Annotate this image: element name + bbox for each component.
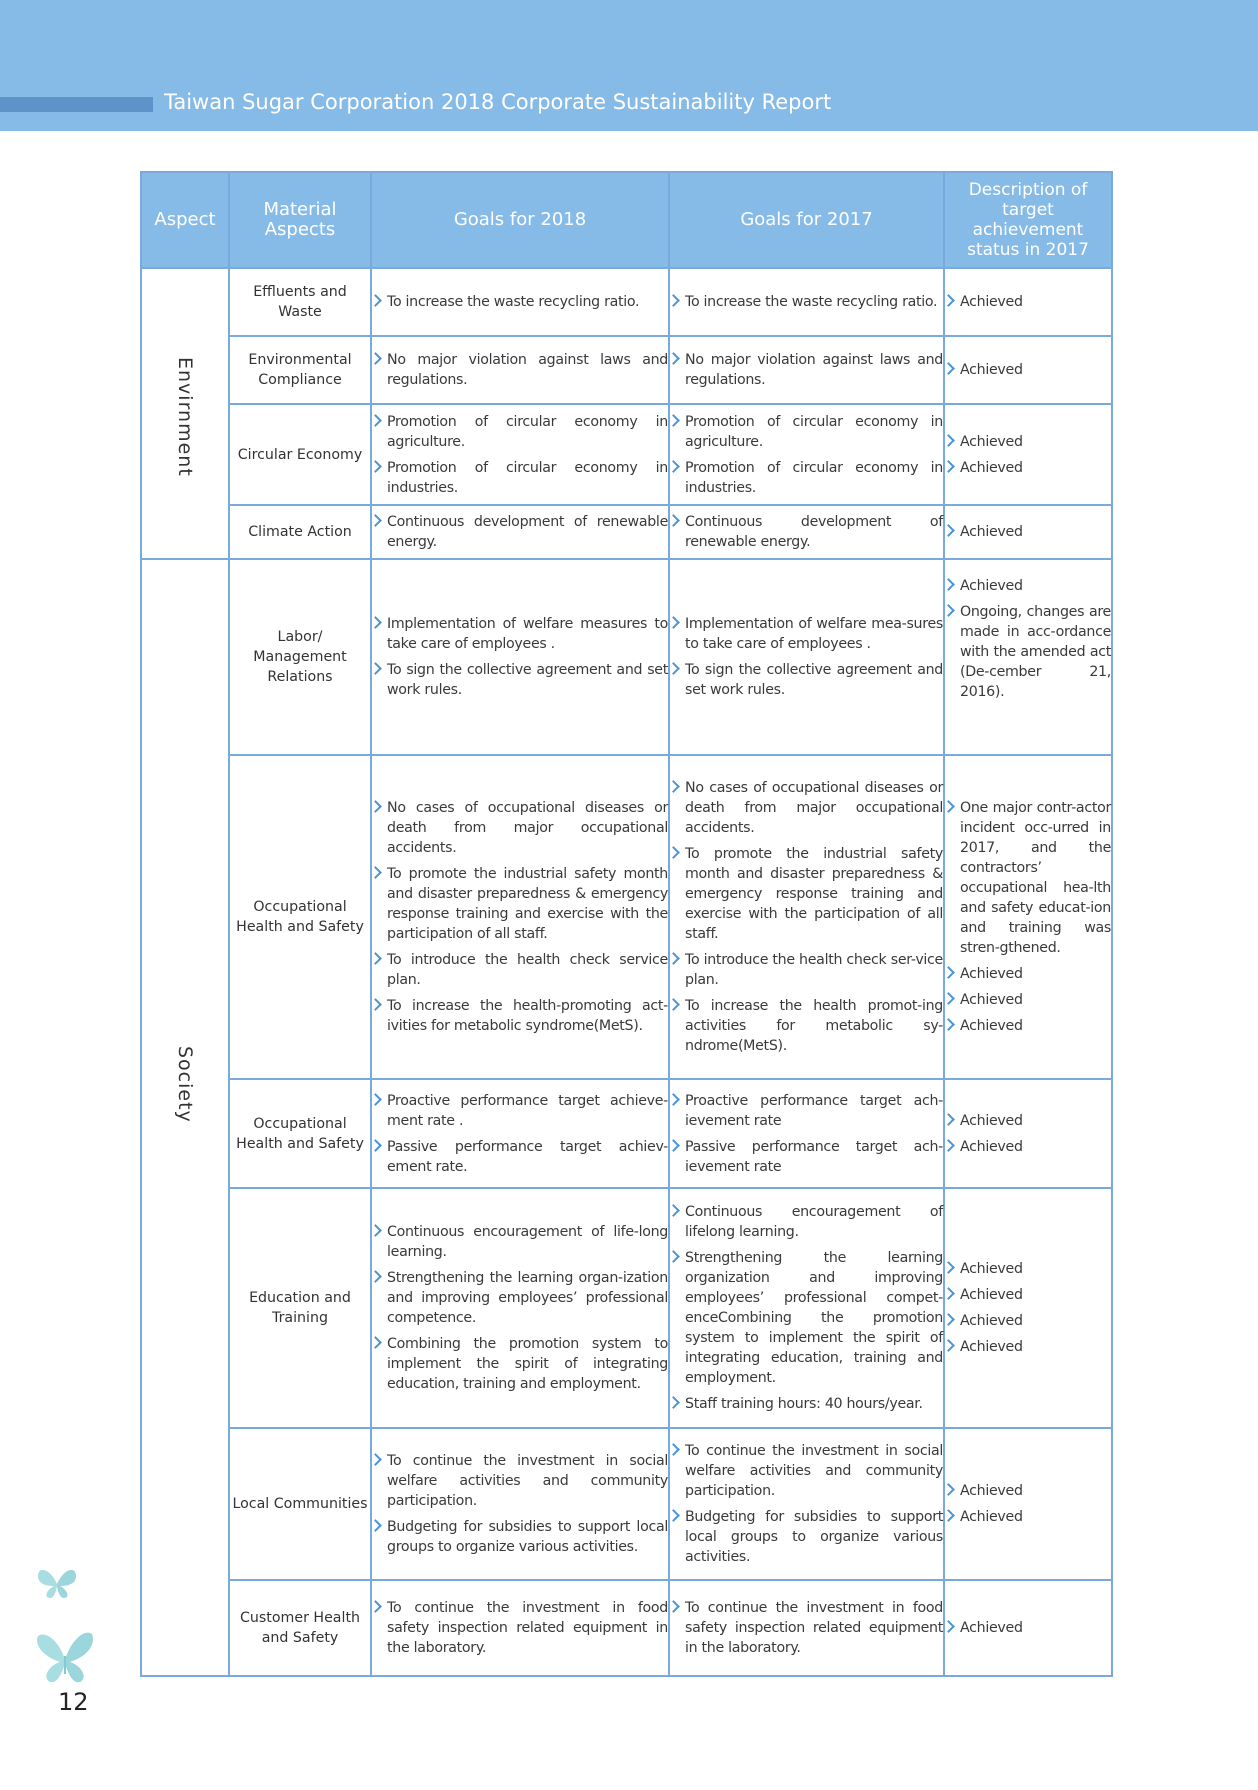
item-text: No cases of occupational diseases or death from major occupational accidents. [685,780,943,836]
chevron-right-icon [369,952,382,965]
material-aspect-cell: Customer Health and Safety [229,1580,371,1676]
item-text: Achieved [960,1620,1023,1636]
goal-2018-item [372,1268,668,1328]
item-text: Achieved [960,1018,1023,1034]
goal-2017-item [670,1441,943,1501]
butterfly-icon [36,1564,78,1600]
table-row [141,1428,1112,1580]
status-cell [944,404,1112,505]
status-item [945,1337,1111,1357]
item-text: Promotion of circular economy in industries. [387,459,668,496]
material-aspect-cell: Circular Economy [229,404,371,505]
goal-2017-cell [669,755,944,1079]
chevron-right-icon [667,1509,680,1522]
item-text: Strengthening the learning organ-ization and improving employees’ professional competence. [387,1270,668,1326]
chevron-right-icon [369,460,382,473]
status-item [945,602,1111,702]
goal-2018-cell [371,336,669,404]
item-text: Budgeting for subsidies to support local groups to organize various activities. [387,1519,668,1555]
goal-2017-item [670,350,943,390]
item-text: To increase the waste recycling ratio. [387,294,640,310]
item-text: Achieved [960,459,1023,476]
chevron-right-icon [942,362,955,375]
item-text: Ongoing, changes are made in acc-ordance with the amended act (De-cember 21, 2016). [960,604,1111,700]
goal-2018-item [372,458,668,498]
item-text: To increase the health promot-ing activities for metabolic sy-ndrome(MetS). [685,998,943,1054]
goal-2018-item [372,1091,668,1131]
page-number: 12 [58,1688,89,1716]
item-text: Continuous encouragement of life-long learning. [387,1224,668,1260]
goal-2018-cell [371,268,669,336]
goal-2018-cell [371,1188,669,1428]
item-text: To sign the collective agreement and set work rules. [387,662,668,698]
header-accent-bar [0,97,153,112]
status-item [945,1137,1111,1157]
item-text: Proactive performance target ach-ievement rate [685,1092,943,1129]
chevron-right-icon [667,1443,680,1456]
item-text: Achieved [960,992,1023,1008]
chevron-right-icon [369,1270,382,1283]
goal-2017-item [670,950,943,990]
item-text: Achieved [960,294,1023,310]
chevron-right-icon [942,992,955,1005]
status-item [945,292,1111,312]
status-item [945,1259,1111,1279]
col-header-status: Description of target achievement status in 2017 [944,172,1112,268]
chevron-right-icon [667,1093,680,1106]
item-text: Achieved [960,433,1023,450]
goal-2017-item [670,292,943,312]
chevron-right-icon [369,1453,382,1466]
chevron-right-icon [942,1313,955,1326]
chevron-right-icon [369,800,382,813]
status-cell [944,268,1112,336]
item-text: Implementation of welfare mea-sures to take care of employees . [685,616,943,652]
goal-2018-item [372,996,668,1036]
goal-2018-item [372,1517,668,1557]
status-cell [944,1580,1112,1676]
goal-2018-item [372,864,668,944]
goal-2018-cell [371,1580,669,1676]
goal-2017-item [670,778,943,838]
goal-2018-cell [371,404,669,505]
goal-2018-item [372,660,668,700]
goal-2018-item [372,950,668,990]
chevron-right-icon [667,460,680,473]
chevron-right-icon [942,1261,955,1274]
status-item [945,1311,1111,1331]
material-aspect-cell: Education and Training [229,1188,371,1428]
chevron-right-icon [369,662,382,675]
status-item [945,1481,1111,1501]
goal-2017-cell [669,1580,944,1676]
item-text: Promotion of circular economy in agriculture. [685,413,943,450]
chevron-right-icon [369,1224,382,1237]
goal-2018-cell [371,505,669,559]
goal-2017-item [670,1248,943,1388]
item-text: Achieved [960,1313,1023,1329]
aspect-label: Envirnment [174,357,196,477]
table-row [141,336,1112,404]
item-text: Strengthening the learning organization and improving employees’ professional compet-enceCombining the promotion system to implement the spirit of integrating education, training and employment. [685,1250,943,1386]
status-item [945,522,1111,542]
status-cell [944,1079,1112,1188]
material-aspect-cell: Labor/ Management Relations [229,559,371,755]
chevron-right-icon [942,800,955,813]
status-item [945,964,1111,984]
chevron-right-icon [667,414,680,427]
goal-2017-item [670,512,943,552]
goal-2017-item [670,1598,943,1658]
material-aspect-cell: Environmental Compliance [229,336,371,404]
chevron-right-icon [942,604,955,617]
status-cell [944,1428,1112,1580]
chevron-right-icon [942,1018,955,1031]
item-text: To continue the investment in social welfare activities and community participation. [685,1443,943,1499]
goal-2018-item [372,614,668,654]
goal-2018-item [372,1334,668,1394]
chevron-right-icon [942,578,955,591]
item-text: Achieved [960,578,1023,594]
status-cell [944,755,1112,1079]
material-aspect-cell: Occupational Health and Safety [229,1079,371,1188]
material-aspect-cell: Climate Action [229,505,371,559]
chevron-right-icon [369,1093,382,1106]
item-text: To sign the collective agreement and set work rules. [685,662,943,698]
item-text: To increase the waste recycling ratio. [685,294,938,310]
item-text: To continue the investment in food safety inspection related equipment in the laboratory. [387,1600,668,1656]
chevron-right-icon [667,1600,680,1613]
chevron-right-icon [369,414,382,427]
chevron-right-icon [667,352,680,365]
table-row [141,755,1112,1079]
chevron-right-icon [942,1620,955,1633]
status-cell [944,505,1112,559]
item-text: No major violation against laws and regulations. [387,352,668,388]
goal-2018-cell [371,755,669,1079]
table-row [141,1580,1112,1676]
sustainability-goals-table [140,171,1113,1677]
butterfly-icon [34,1626,96,1686]
goal-2017-item [670,1507,943,1567]
chevron-right-icon [667,952,680,965]
chevron-right-icon [369,1600,382,1613]
item-text: Achieved [960,524,1023,540]
chevron-right-icon [667,294,680,307]
item-text: To promote the industrial safety month and disaster preparedness & emergency response training and exercise with the participation of all staff. [685,846,943,942]
status-item [945,576,1111,596]
chevron-right-icon [942,434,955,447]
goal-2018-cell [371,1079,669,1188]
chevron-right-icon [667,1396,680,1409]
status-cell [944,1188,1112,1428]
status-item [945,1507,1111,1527]
goal-2017-item [670,1202,943,1242]
chevron-right-icon [942,1509,955,1522]
status-item [945,360,1111,380]
item-text: Continuous development of renewable energy. [685,514,943,550]
item-text: Passive performance target ach-ievement rate [685,1138,943,1175]
goal-2017-cell [669,336,944,404]
chevron-right-icon [942,1339,955,1352]
chevron-right-icon [942,966,955,979]
status-item [945,458,1111,478]
item-text: Budgeting for subsidies to support local groups to organize various activities. [685,1509,943,1565]
item-text: Achieved [960,1483,1023,1499]
chevron-right-icon [942,1139,955,1152]
status-item [945,432,1111,452]
item-text: Continuous development of renewable energy. [387,514,668,550]
chevron-right-icon [667,1204,680,1217]
item-text: Achieved [960,1509,1023,1525]
table-row [141,1079,1112,1188]
status-cell [944,559,1112,755]
goal-2017-cell [669,1188,944,1428]
item-text: Combining the promotion system to implement the spirit of integrating education, training and employment. [387,1336,668,1392]
status-item [945,1618,1111,1638]
item-text: Achieved [960,1261,1023,1277]
chevron-right-icon [369,1336,382,1349]
material-aspect-cell: Occupational Health and Safety [229,755,371,1079]
goal-2017-cell [669,1079,944,1188]
item-text: Achieved [960,1287,1023,1303]
table-row [141,505,1112,559]
chevron-right-icon [369,866,382,879]
chevron-right-icon [667,846,680,859]
chevron-right-icon [667,1250,680,1263]
item-text: Promotion of circular economy in industries. [685,459,943,496]
goal-2017-item [670,614,943,654]
goal-2018-cell [371,559,669,755]
chevron-right-icon [942,1287,955,1300]
goal-2018-item [372,512,668,552]
status-item [945,1111,1111,1131]
goal-2017-cell [669,404,944,505]
status-item [945,1285,1111,1305]
goal-2018-item [372,798,668,858]
goal-2017-item [670,996,943,1056]
chevron-right-icon [942,460,955,473]
item-text: Achieved [960,1112,1023,1129]
goal-2018-item [372,1137,668,1177]
col-header-goals-2017: Goals for 2017 [669,172,944,268]
chevron-right-icon [369,616,382,629]
item-text: One major contr-actor incident occ-urred in 2017, and the contractors’ occupational hea-lth and safety educat-ion and training was stren-gthened. [960,800,1111,956]
table-header-row [141,172,1112,268]
item-text: Staff training hours: 40 hours/year. [685,1396,923,1412]
item-text: Implementation of welfare measures to take care of employees . [387,616,668,652]
col-header-goals-2018: Goals for 2018 [371,172,669,268]
goal-2017-cell [669,505,944,559]
item-text: To promote the industrial safety month and disaster preparedness & emergency response training and exercise with the participation of all staff. [387,866,668,942]
goal-2017-cell [669,1428,944,1580]
goal-2018-item [372,1598,668,1658]
item-text: To increase the health-promoting act-ivities for metabolic syndrome(MetS). [387,998,668,1034]
chevron-right-icon [667,514,680,527]
item-text: Proactive performance target achieve-ment rate . [387,1092,668,1129]
item-text: No cases of occupational diseases or death from major occupational accidents. [387,800,668,856]
goal-2018-cell [371,1428,669,1580]
chevron-right-icon [369,352,382,365]
item-text: Achieved [960,362,1023,378]
aspect-cell [141,559,229,1676]
chevron-right-icon [369,998,382,1011]
chevron-right-icon [369,1519,382,1532]
status-item [945,990,1111,1010]
status-cell [944,336,1112,404]
report-title: Taiwan Sugar Corporation 2018 Corporate Sustainability Report [164,90,832,114]
aspect-cell [141,268,229,559]
aspect-label: Society [174,1046,196,1123]
item-text: To continue the investment in food safety inspection related equipment in the laboratory. [685,1600,943,1656]
goal-2017-item [670,412,943,452]
chevron-right-icon [942,294,955,307]
col-header-aspect: Aspect [141,172,229,268]
table-row [141,1188,1112,1428]
goal-2018-item [372,292,668,312]
status-item [945,1016,1111,1036]
goal-2018-item [372,1451,668,1511]
item-text: Achieved [960,966,1023,982]
status-item [945,798,1111,958]
table-row [141,559,1112,755]
material-aspect-cell: Effluents and Waste [229,268,371,336]
chevron-right-icon [667,998,680,1011]
goal-2018-item [372,350,668,390]
chevron-right-icon [942,1113,955,1126]
page-header [0,0,1258,131]
table-row [141,404,1112,505]
item-text: Continuous encouragement of lifelong learning. [685,1204,943,1240]
item-text: Promotion of circular economy in agriculture. [387,413,668,450]
material-aspect-cell: Local Communities [229,1428,371,1580]
item-text: Achieved [960,1138,1023,1155]
chevron-right-icon [942,524,955,537]
chevron-right-icon [369,294,382,307]
goal-2017-item [670,1091,943,1131]
goal-2017-cell [669,268,944,336]
goal-2017-item [670,1394,943,1414]
goal-2017-item [670,660,943,700]
table-row [141,268,1112,336]
chevron-right-icon [667,616,680,629]
chevron-right-icon [667,662,680,675]
col-header-material: Material Aspects [229,172,371,268]
chevron-right-icon [942,1483,955,1496]
item-text: To continue the investment in social welfare activities and community participation. [387,1453,668,1509]
item-text: No major violation against laws and regulations. [685,352,943,388]
goal-2017-item [670,844,943,944]
chevron-right-icon [667,1139,680,1152]
goal-2018-item [372,412,668,452]
chevron-right-icon [369,1139,382,1152]
item-text: To introduce the health check service plan. [387,952,668,988]
goal-2017-item [670,1137,943,1177]
goal-2017-item [670,458,943,498]
chevron-right-icon [667,780,680,793]
goal-2017-cell [669,559,944,755]
item-text: To introduce the health check ser-vice plan. [685,952,943,988]
item-text: Passive performance target achiev-ement rate. [387,1138,668,1175]
chevron-right-icon [369,514,382,527]
item-text: Achieved [960,1339,1023,1355]
goal-2018-item [372,1222,668,1262]
